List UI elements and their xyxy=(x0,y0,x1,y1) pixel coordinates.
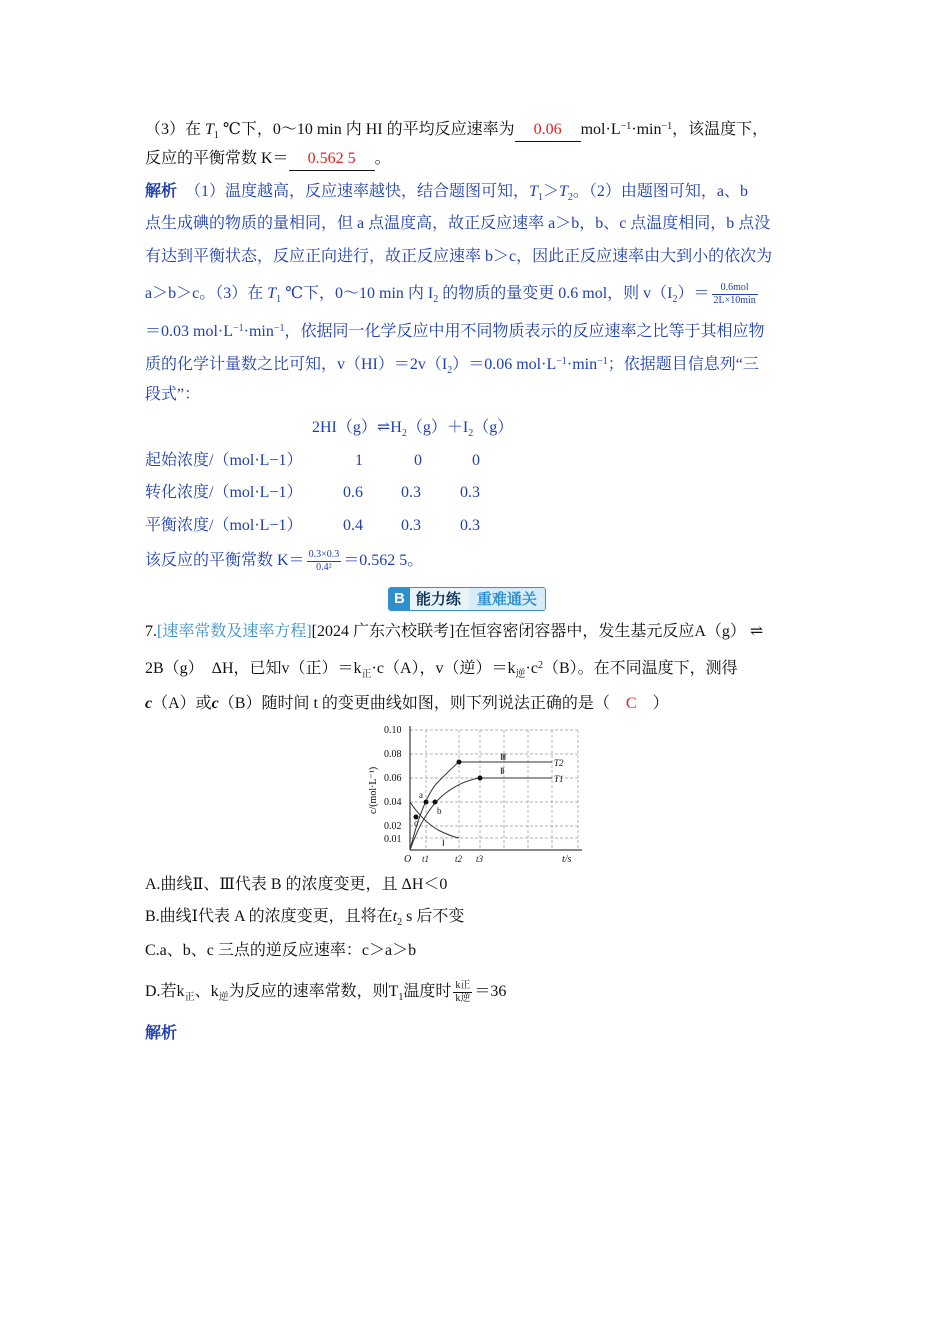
option-d-e: ＝36 xyxy=(474,983,507,1001)
row-change-v2: 0.3 xyxy=(401,484,421,501)
option-d-d: 温度时 xyxy=(403,983,452,1001)
fraction-k-ratio xyxy=(453,980,472,1005)
analysis-label: 解析 xyxy=(145,183,178,200)
q3-prefix: （3）在 xyxy=(145,121,206,138)
equation-b: （g）＋I xyxy=(406,419,469,436)
option-b-b: s 后不变 xyxy=(402,908,465,925)
q7-l3e: ） xyxy=(636,695,669,712)
label-i: Ⅰ xyxy=(442,838,445,848)
analysis-gt: ＞ xyxy=(542,183,559,200)
q7-number: 7. xyxy=(145,623,157,640)
analysis-p4-t: T xyxy=(267,285,277,303)
option-d-sub1: 正 xyxy=(184,992,195,1004)
q7-l3b: （A）或 xyxy=(152,695,212,712)
q3-mid: ℃下，0～10 min 内 HI 的平均反应速率为 xyxy=(218,121,515,138)
q3-unit-mid: ·min xyxy=(631,121,662,138)
ytick-1: 0.08 xyxy=(384,749,402,760)
label-t2: T2 xyxy=(554,758,564,768)
q7-line3 xyxy=(145,693,669,715)
q3-t1-sub: 1 xyxy=(213,130,219,141)
analysis-t2-sub: 2 xyxy=(567,192,573,203)
q3-t1: T xyxy=(205,121,214,138)
option-d-a: D.若k xyxy=(145,983,185,1001)
row-start-v3: 0 xyxy=(472,452,480,469)
analysis-p6a: 质的化学计量数之比可知，v（HI）＝2v（I xyxy=(145,356,448,373)
analysis-line1 xyxy=(145,181,748,209)
q7-l3c: c xyxy=(211,695,219,712)
chart-axes xyxy=(410,726,582,850)
option-d-b: 、k xyxy=(194,983,219,1001)
analysis-p6-sup2: −1 xyxy=(597,356,608,367)
q3-unit: mol·L xyxy=(580,121,621,138)
concentration-chart xyxy=(362,722,587,867)
analysis-p6d: ；依据题目信息列“三 xyxy=(607,356,759,373)
label-c: c xyxy=(414,818,418,828)
ytick-5: 0.01 xyxy=(384,834,402,845)
analysis-line5 xyxy=(145,318,765,343)
analysis-p6c: ·min xyxy=(566,356,598,373)
analysis-p6-sub: 2 xyxy=(447,365,453,376)
xtick-t3: t3 xyxy=(476,854,484,864)
q7-line2 xyxy=(145,655,738,686)
analysis-p5b: ·min xyxy=(243,323,274,340)
analysis-p5-sup1: −1 xyxy=(233,323,244,334)
k-prefix: 该反应的平衡常数 K＝ xyxy=(145,552,305,570)
label-a: a xyxy=(419,790,423,800)
xtick-origin: O xyxy=(404,854,412,865)
q3-tail: ，该温度下， xyxy=(672,121,769,138)
row-eq-v1: 0.4 xyxy=(343,517,363,534)
q7-l2-sup: 2 xyxy=(537,660,543,671)
row-change-v3: 0.3 xyxy=(460,484,480,501)
q3-line2-prefix: 反应的平衡常数 K＝ xyxy=(145,150,289,167)
fraction-k-ratio-num: k正 xyxy=(455,980,471,991)
analysis-p1-tail: 。（2）由题图可知，a、b xyxy=(572,183,748,200)
chart-curves xyxy=(410,762,552,850)
q7-l3d: （B）随时间 t 的变更曲线如图，则下列说法正确的是（ xyxy=(218,695,626,712)
analysis-p4-tsub: 1 xyxy=(276,294,282,306)
ytick-4: 0.02 xyxy=(384,821,402,832)
ytick-0: 0.10 xyxy=(384,725,402,736)
option-a: A.曲线Ⅱ、Ⅲ代表 B 的浓度变更，且 ΔH＜0 xyxy=(145,876,448,893)
analysis-p6b: ）＝0.06 mol·L xyxy=(452,356,557,373)
row-eq-label: 平衡浓度/（mol·L−1） xyxy=(145,517,303,534)
q3-line2 xyxy=(145,148,391,171)
equation-c: （g） xyxy=(473,419,514,436)
row-start-v1: 1 xyxy=(355,452,363,469)
analysis-t1-sub: 1 xyxy=(537,192,543,203)
q7-tag: [速率常数及速率方程] xyxy=(157,623,312,640)
q7-l2c: ·c xyxy=(525,660,538,677)
row-change-label: 转化浓度/（mol·L−1） xyxy=(145,484,303,501)
curve-iii xyxy=(410,762,552,850)
analysis-p1: （1）温度越高，反应速率越快，结合题图可知， xyxy=(193,183,530,200)
xtick-t2: t2 xyxy=(455,854,463,864)
analysis-line3: 有达到平衡状态，反应正向进行，故正反应速率 b＞c，因此正反应速率由大到小的依次为 xyxy=(145,248,773,265)
option-d-sub2: 逆 xyxy=(218,992,229,1004)
ytick-2: 0.06 xyxy=(384,773,402,784)
q7-l2a: 2B（g） ΔH，已知v（正）＝k xyxy=(145,660,362,677)
q7-answer: C xyxy=(625,695,637,712)
label-b: b xyxy=(437,806,442,816)
analysis-p4d: ）＝ xyxy=(677,285,710,303)
k-suffix: ＝0.562 5。 xyxy=(343,552,424,570)
analysis-p4b: ℃下，0～10 min 内 I xyxy=(281,285,434,303)
ytick-3: 0.04 xyxy=(384,797,402,808)
row-start-v2: 0 xyxy=(414,452,422,469)
option-c: C.a、b、c 三点的逆反应速率：c＞a＞b xyxy=(145,942,417,959)
chart-grid xyxy=(410,730,578,850)
option-d-sub3: 1 xyxy=(398,992,404,1004)
fraction-k-num: 0.3×0.3 xyxy=(308,549,340,560)
badge-letter: B xyxy=(389,588,410,610)
answer-blank-2: 0.562 5 xyxy=(289,148,375,171)
point-c xyxy=(457,760,462,765)
curve-ii xyxy=(410,778,552,850)
analysis-p5c: ，依据同一化学反应中用不同物质表示的反应速率之比等于其相应物 xyxy=(284,323,765,340)
q7-analysis-label: 解析 xyxy=(145,1025,178,1042)
analysis-p5a: ＝0.03 mol·L xyxy=(145,323,233,340)
k-value-line xyxy=(145,549,423,574)
q7-l2-sub1: 正 xyxy=(361,669,372,680)
row-start-label: 起始浓度/（mol·L−1） xyxy=(145,452,303,469)
q7-source: [2024 广东六校联考] xyxy=(311,623,455,640)
analysis-p5-sup2: −1 xyxy=(273,323,285,334)
point-a xyxy=(424,800,429,805)
option-b xyxy=(145,906,464,934)
row-eq-v3: 0.3 xyxy=(460,517,480,534)
q7-l3a: c xyxy=(145,695,153,712)
analysis-t1: T xyxy=(529,183,538,200)
q7-l1: 在恒容密闭容器中，发生基元反应A（g） ⇌ xyxy=(454,623,764,640)
badge-title: 能力练 xyxy=(410,588,469,610)
fraction-rate-den: 2L×10min xyxy=(713,295,756,306)
analysis-line7: 段式”： xyxy=(145,386,201,403)
q7-l2b: ·c（A），v（逆）＝k xyxy=(371,660,516,677)
analysis-line6 xyxy=(145,351,759,382)
x-axis-label: t/s xyxy=(562,854,572,865)
point-iii-end xyxy=(478,776,483,781)
analysis-p4-isub: 2 xyxy=(433,294,439,306)
analysis-p4a: a＞b＞c。（3）在 xyxy=(145,285,268,303)
option-b-sub: 2 xyxy=(397,917,403,928)
point-b xyxy=(433,800,438,805)
fraction-rate xyxy=(712,282,758,307)
section-badge xyxy=(388,587,546,611)
q7-l2d: （B）。在不同温度下，测得 xyxy=(542,660,738,677)
row-eq-v2: 0.3 xyxy=(401,517,421,534)
analysis-line2: 点生成碘的物质的量相同，但 a 点温度高，故正反应速率 a＞b，b、c 点温度相同，b 点没 xyxy=(145,215,771,232)
q7-line1 xyxy=(145,621,763,643)
label-ii: Ⅱ xyxy=(500,766,505,776)
q3-line2-tail: 。 xyxy=(374,150,391,167)
y-axis-label: c/(mol·L⁻¹) xyxy=(368,766,379,814)
badge-subtitle: 重难通关 xyxy=(469,588,545,610)
chart-points xyxy=(414,760,483,820)
equation-a: 2HI（g）⇌H xyxy=(312,419,402,436)
analysis-p4c: 的物质的量变更 0.6 mol，则 v（I xyxy=(438,285,673,303)
q3-unit-sup2: −1 xyxy=(661,121,673,132)
analysis-line4 xyxy=(145,282,760,311)
analysis-p6-sup1: −1 xyxy=(556,356,567,367)
label-t1: T1 xyxy=(554,774,564,784)
option-b-a: B.曲线Ⅰ代表 A 的浓度变更，且将在 xyxy=(145,908,393,925)
equation xyxy=(312,417,513,445)
fraction-k-den: 0.4² xyxy=(316,562,332,573)
analysis-t2: T xyxy=(558,183,568,200)
answer-blank-1: 0.06 xyxy=(515,119,581,142)
label-iii: Ⅲ xyxy=(500,752,507,762)
xtick-t1: t1 xyxy=(422,854,430,864)
fraction-k-ratio-den: k逆 xyxy=(455,993,471,1004)
option-b-t: t xyxy=(392,908,398,925)
q3-unit-sup1: −1 xyxy=(620,121,632,132)
q7-l2-sub2: 逆 xyxy=(515,669,526,680)
equation-sub1: 2 xyxy=(401,428,407,439)
equation-sub2: 2 xyxy=(468,428,474,439)
fraction-k xyxy=(307,549,342,574)
chart-annotations xyxy=(414,752,564,848)
row-change-v1: 0.6 xyxy=(343,484,363,501)
option-d xyxy=(145,980,506,1009)
fraction-rate-num: 0.6mol xyxy=(712,282,758,295)
q3-line1 xyxy=(145,116,768,147)
option-d-c: 为反应的速率常数，则T xyxy=(228,983,399,1001)
analysis-p4-vsub: 2 xyxy=(672,294,678,306)
